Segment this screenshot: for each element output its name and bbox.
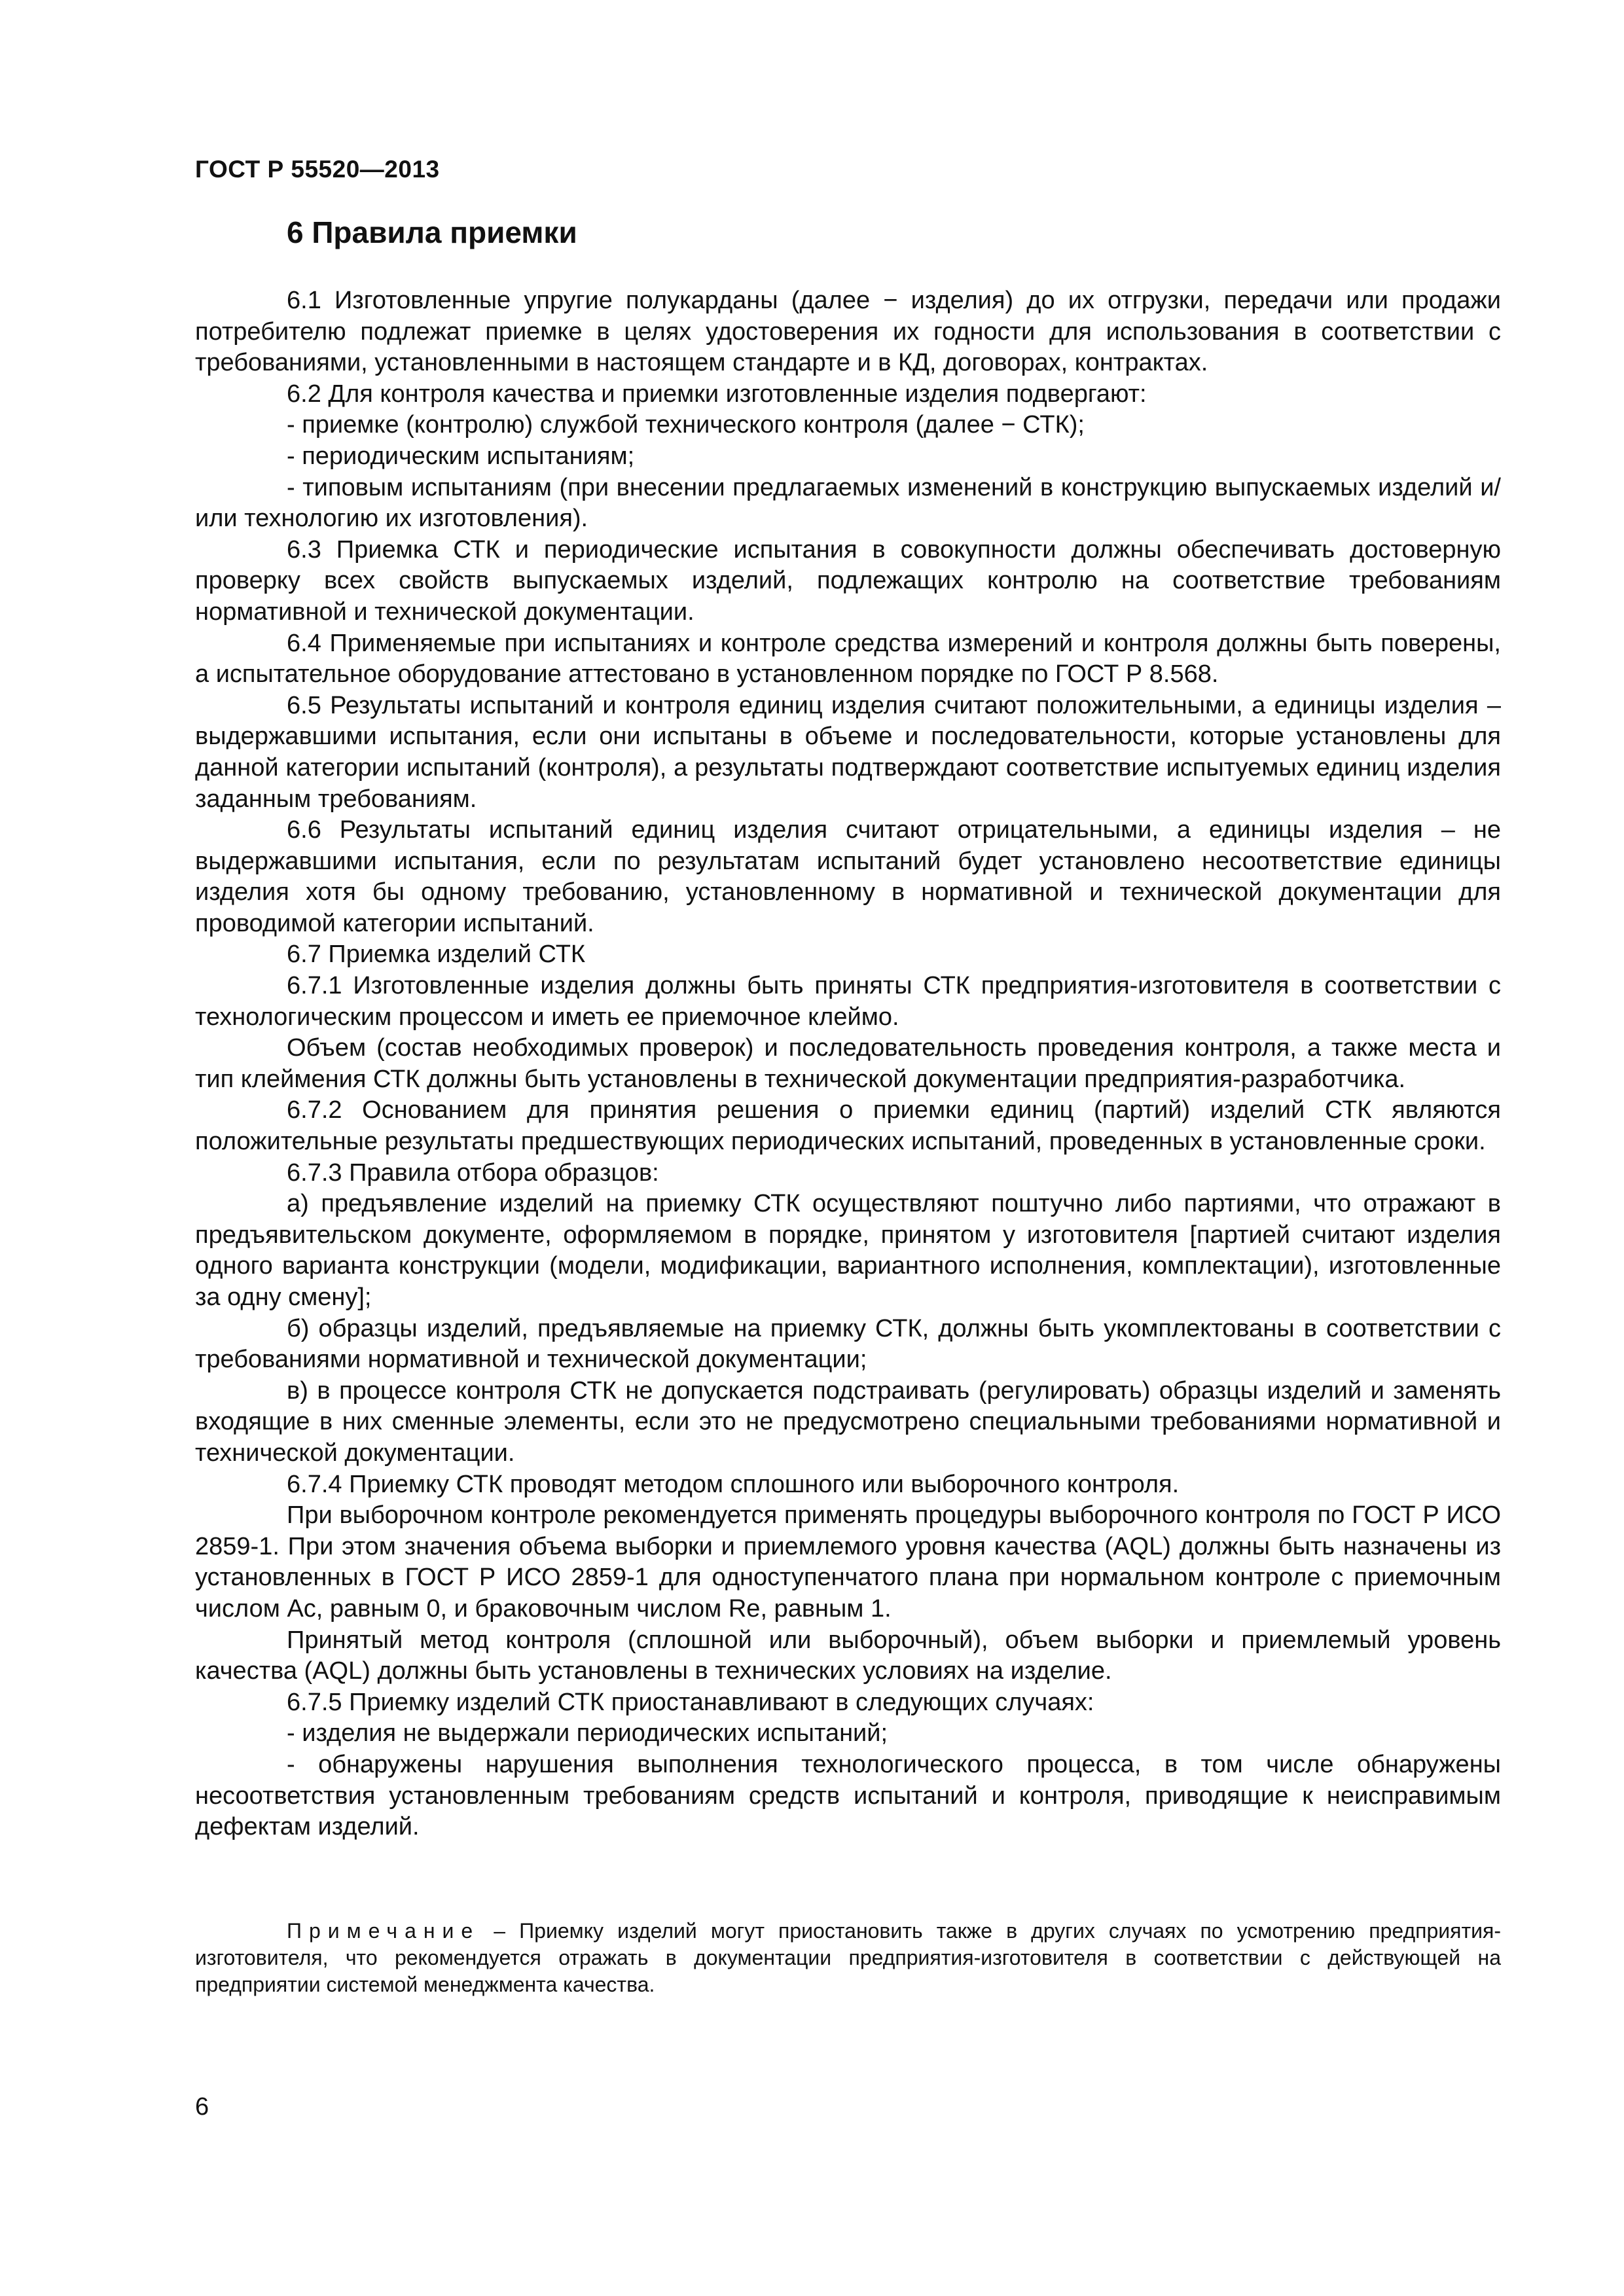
document-body xyxy=(195,285,1501,1843)
list-item: в) в процессе контроля СТК не допускается подстраивать (регулировать) образцы изделий и заменять входящие в них сменные элементы, если это не предусмотрено специальными требованиями нормативной и технической документации. xyxy=(195,1376,1501,1467)
list-item: - периодическим испытаниям; xyxy=(287,442,635,470)
paragraph-6-4: 6.4 Применяемые при испытаниях и контроле средства измерений и контроля должны быть поверены, а испытательное оборудование аттестовано в установленном порядке по ГОСТ Р 8.568. xyxy=(195,629,1501,689)
document-header: ГОСТ Р 55520—2013 xyxy=(195,156,440,183)
paragraph-6-7-2: 6.7.2 Основанием для принятия решения о приемки единиц (партий) изделий СТК являются положительные результаты предшествующих периодических испытаний, проведенных в установленные сроки. xyxy=(195,1096,1501,1156)
list-item: б) образцы изделий, предъявляемые на приемку СТК, должны быть укомплектованы в соответствии с требованиями нормативной и технической документации; xyxy=(195,1314,1501,1374)
paragraph: При выборочном контроле рекомендуется применять процедуры выборочного контроля по ГОСТ Р ИСО 2859-1. При этом значения объема выборки и приемлемого уровня качества (AQL) должны быть назначены из установленных в ГОСТ Р ИСО 2859-1 для одноступенчатого плана при нормальном контроле с приемочным числом Ac, равным 0, и браковочным числом Re, равным 1. xyxy=(195,1501,1501,1623)
paragraph: Объем (состав необходимых проверок) и последовательность проведения контроля, а также места и тип клеймения СТК должны быть установлены в технической документации предприятия-разработчика. xyxy=(195,1034,1501,1093)
page-number: 6 xyxy=(195,2093,209,2121)
note-text: – Приемку изделий могут приостановить также в других случаях по усмотрению предприятия-изготовителя, что рекомендуется отражать в документации предприятия-изготовителя в соответствии с действующей на предприятии системой менеджмента качества. xyxy=(195,1919,1501,1996)
paragraph-6-1: 6.1 Изготовленные упругие полукарданы (далее − изделия) до их отгрузки, передачи или продажи потребителю подлежат приемке в целях удостоверения их годности для использования в соответствии с требованиями, установленными в настоящем стандарте и в КД, договорах, контрактах. xyxy=(195,287,1501,377)
list-item: - приемке (контролю) службой технического контроля (далее − СТК); xyxy=(287,411,1085,439)
list-item: - изделия не выдержали периодических испытаний; xyxy=(287,1719,888,1748)
paragraph-6-7-3: 6.7.3 Правила отбора образцов: xyxy=(287,1158,659,1187)
paragraph-6-7-1: 6.7.1 Изготовленные изделия должны быть приняты СТК предприятия-изготовителя в соответствии с технологическим процессом и иметь ее приемочное клеймо. xyxy=(195,972,1501,1031)
note-label: Примечание xyxy=(287,1919,480,1943)
list-item: - обнаружены нарушения выполнения технологического процесса, в том числе обнаружены несоответствия установленным требованиям средств испытаний и контроля, приводящие к неисправимым дефектам изделий. xyxy=(195,1750,1501,1841)
note-paragraph xyxy=(195,1918,1501,1998)
paragraph: Принятый метод контроля (сплошной или выборочный), объем выборки и приемлемый уровень качества (AQL) должны быть установлены в технических условиях на изделие. xyxy=(195,1626,1501,1685)
paragraph-6-5: 6.5 Результаты испытаний и контроля единиц изделия считают положительными, а единицы изделия – выдержавшими испытания, если они испытаны в объеме и последовательности, которые установлены для данной категории испытаний (контроля), а результаты подтверждают соответствие испытуемых единиц изделия заданным требованиям. xyxy=(195,691,1501,813)
paragraph-6-7-4: 6.7.4 Приемку СТК проводят методом сплошного или выборочного контроля. xyxy=(287,1470,1180,1498)
paragraph-6-2: 6.2 Для контроля качества и приемки изготовленные изделия подвергают: xyxy=(287,380,1147,408)
section-title: 6 Правила приемки xyxy=(287,215,577,249)
paragraph-6-7: 6.7 Приемка изделий СТК xyxy=(287,941,586,969)
note xyxy=(195,1918,1501,1998)
paragraph-6-3: 6.3 Приемка СТК и периодические испытания в совокупности должны обеспечивать достоверную проверку всех свойств выпускаемых изделий, подлежащих контролю на соответствие требованиям нормативной и технической документации. xyxy=(195,535,1501,626)
list-item: - типовым испытаниям (при внесении предлагаемых изменений в конструкцию выпускаемых изделий и/или технологию их изготовления). xyxy=(195,473,1501,533)
list-item: а) предъявление изделий на приемку СТК осуществляют поштучно либо партиями, что отражают в предъявительском документе, оформляемом в порядке, принятом у изготовителя [партией считают изделия одного варианта конструкции (модели, модификации, вариантного исполнения, комплектации), изготовленные за одну смену]; xyxy=(195,1190,1501,1311)
paragraph-6-6: 6.6 Результаты испытаний единиц изделия считают отрицательными, а единицы изделия – не выдержавшими испытания, если по результатам испытаний будет установлено несоответствие единицы изделия хотя бы одному требованию, установленному в нормативной и технической документации для проводимой категории испытаний. xyxy=(195,816,1501,937)
paragraph-6-7-5: 6.7.5 Приемку изделий СТК приостанавливают в следующих случаях: xyxy=(287,1688,1094,1716)
